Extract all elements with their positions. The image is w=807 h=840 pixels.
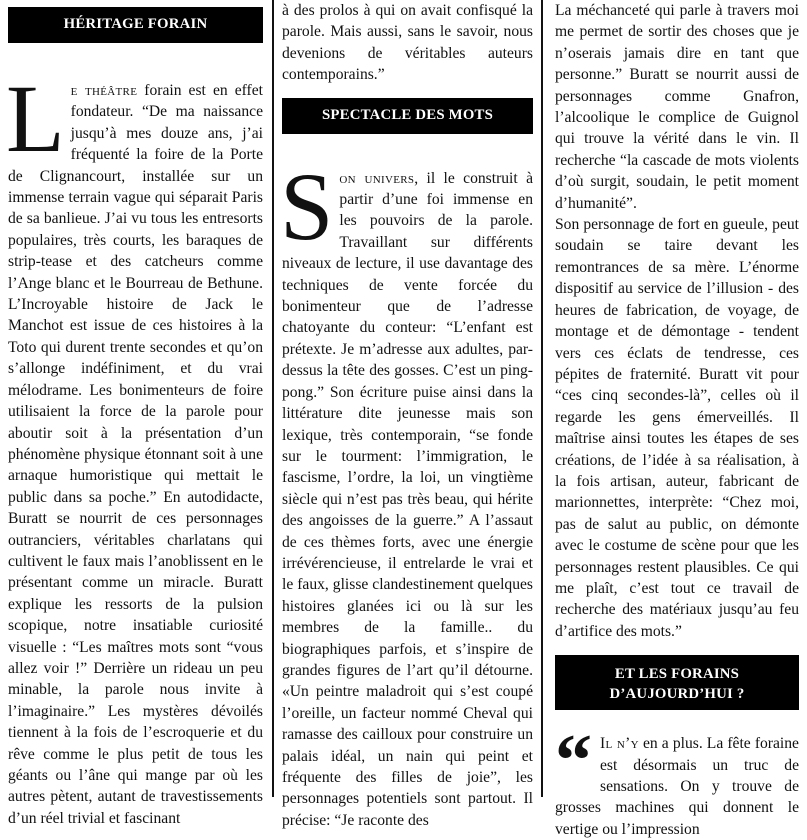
drop-cap: L [6, 65, 65, 172]
section-heading-line-2: D’AUJOURD’HUI ? [609, 686, 745, 703]
article-paragraph [6, 65, 263, 829]
column-1 [6, 0, 263, 827]
lead-in: on univers [339, 169, 415, 187]
lead-in: e théâtre [70, 82, 138, 99]
section-heading-text: SPECTACLE DES MOTS [321, 106, 494, 123]
column-rule-right [541, 0, 543, 797]
article-paragraph-continued: La méchanceté qui parle à travers moi me permet de sortir des choses que je n’oserais jamais dire en tant que personne.” Buratt se nourrit aussi de personnages comme Gnafron, l’alcoolique le complice de Guignol qui trouve la vérité dans le vin. Il recherche “la cascade de mots violents d’où surgit, soudain, le petit moment d’humanité”. [555, 2, 799, 212]
column-3 [555, 0, 799, 838]
drop-cap: S [280, 152, 334, 260]
article-paragraph [280, 152, 533, 832]
article-paragraph-continued: à des prolos à qui on avait confisqué la parole. Mais aussi, sans le savoir, nous devenions de véritables auteurs contemporains.” [282, 2, 533, 84]
column-rule-left [272, 0, 274, 797]
section-heading-text: HÉRITAGE FORAIN [63, 16, 208, 32]
section-heading-line-1: ET LES FORAINS [614, 666, 740, 683]
article-paragraph: Son personnage de fort en gueule, peut soudain se taire devant les remontrances de sa mère. L’énorme dispositif au service de l’illusion - des heures de fabrication, de voyage, de montage et de démontage - tendent vers ces éclats de tendresse, ces pépites de fraternité. Buratt vit pour “ces cinq secondes-là”, celles où il regarde les gens émerveillés. Il maîtrise ainsi toutes les étapes de ses créations, de l’idée à sa réalisation, à la fois artisan, auteur, fabricant de marionnettes, interprète: “Chez moi, pas de salut au public, on démonte avec le costume de scène pour que les personnages restent plausibles. Ce qui me plaît, c’est tout ce travail de recherche des matériaux jusqu’au feu d’artifice des mots.” [555, 216, 799, 640]
section-heading-et-les-forains [555, 655, 799, 710]
paragraph-text: , il le construit à partir d’une foi immense en les pouvoirs de la parole. Travaillant sur différents niveaux de lecture, il use davantage des techniques de vente forcée du bonimenteur que de l’adresse chatoyante du conteur: “L’enfant est prétexte. Je m’adresse aux adultes, par-dessus la tête des gosses. C’est un ping-pong.” Son écriture puise ainsi dans la littérature dite jeunesse mais son lexique, très contemporain, “se fonde sur le tourment: l’immigration, le fascisme, l’ordre, la loi, un vingtième siècle qui n’est pas très beau, qui hérite des angoisses de la guerre.” A l’assaut de ces thèmes forts, avec une énergie irrévérencieuse, il entrelarde le vrai et le faux, glisse clandestinement quelques histoires glanées ici ou là sur les membres de la famille.. du biographiques parfois, et s’inspire de grandes figures de l’art qu’il détourne. «Un peintre maladroit qui s’est coupé l’oreille, un facteur nommé Cheval qui ramasse des cailloux pour construire un palais idéal, un nain qui peint et fréquente des filles de joie”, les personnages potentiels sont partout. Il précise: “Je raconte des [282, 169, 533, 829]
paragraph-text: forain est en effet fondateur. “De ma naissance jusqu’à mes douze ans, j’ai fréquenté la foire de la Porte de Clignancourt, installée sur un immense terrain vague qui séparait Paris de sa banlieue. J’ai vu tous les entresorts populaires, très courts, les baraques de strip-tease et des catcheurs comme l’Ange blanc et le Bourreau de Bethune. L’Incroyable histoire de Jack le Manchot est issue de ces histoires à la Toto qui durent trente secondes et qu’on s’allonge indéfiniment, et du vrai mélodrame. Les bonimenteurs de foire utilisaient la force de la parole pour aboutir soit à la présentation d’un phénomène physique étonnant soit à une arnaque humoristique qui mettait le public dans sa poche.” En autodidacte, Buratt se nourrit de ces personnages outranciers, véritables charlatans qui cultivent le faux mais l’anoblissent en le présentant comme un miracle. Buratt explique les ressorts de la pulsion scopique, notre insatiable curiosité visuelle : “Les maîtres mots sont “vous allez voir !” Derrière un rideau un peu minable, la parole nous invite à l’imaginaire.” Les mystères dévoilés tiennent à la fois de l’escroquerie et du rêve comme le plus petit de tous les géants ou l’âne qui mange par où les autres pètent, autant de travestissements d’un réel trivial et fascinant [8, 82, 263, 827]
section-heading-spectacle-des-mots [282, 98, 533, 134]
paragraph-text: en a plus. La fête foraine est désormais un truc de sensations. On y trouve de grosses machines qui donnent le vertige ou l’impression [555, 735, 799, 838]
open-quote-mark: “ [555, 720, 592, 803]
column-2 [280, 0, 533, 829]
lead-in: Il n’y [600, 735, 639, 753]
section-heading-heritage-forain [8, 7, 263, 43]
article-paragraph [555, 720, 799, 840]
